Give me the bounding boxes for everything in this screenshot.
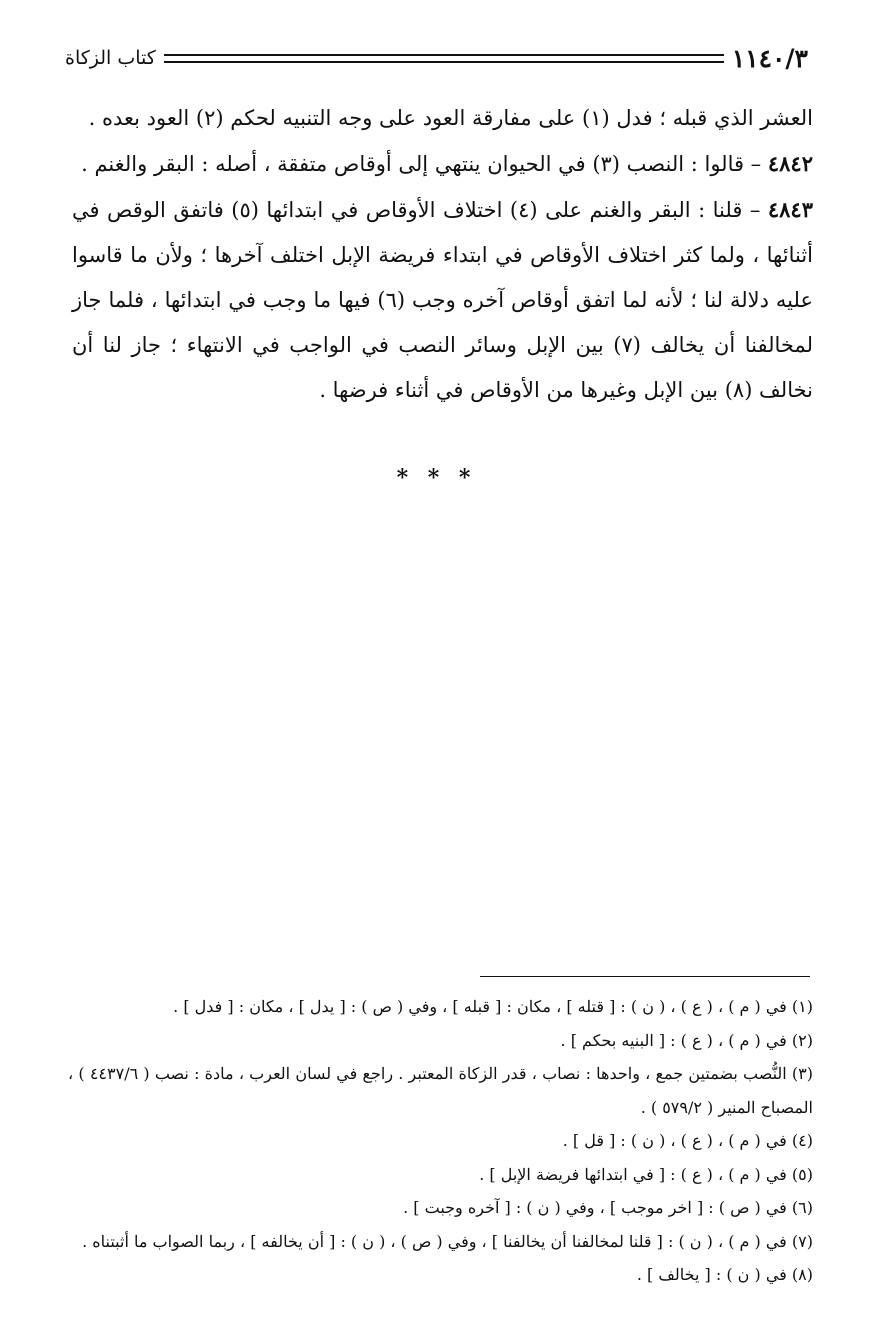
paragraph-number: ٤٨٤٢ — [767, 151, 813, 176]
paragraph-4843 — [72, 187, 813, 413]
paragraph-number: ٤٨٤٣ — [767, 197, 813, 222]
paragraph-text: – قالوا : النصب (٣) في الحيوان ينتهي إلى أوقاص متفقة ، أصله : البقر والغنم . — [81, 152, 762, 176]
header-rule — [164, 54, 724, 63]
footnotes — [68, 990, 813, 1292]
footnote-5: (٥) في ( م ) ، ( ع ) : [ في ابتدائها فريضة الإبل ] . — [479, 1164, 813, 1184]
footnote-7: (٧) في ( م ) ، ( ن ) : [ قلنا لمخالفنا أن يخالفنا ] ، وفي ( ص ) ، ( ن ) : [ أن يخالفه ] ، ربما الصواب ما أثبتناه . — [82, 1231, 813, 1251]
paragraph-continuation — [72, 96, 813, 141]
section-separator: * * * — [396, 465, 477, 491]
paragraph-text: – قلنا : البقر والغنم على (٤) اختلاف الأوقاص في ابتدائها (٥) فاتفق الوقص في أثنائها ، ولما كثر اختلاف الأوقاص في ابتداء فريضة الإبل اختلف آخرها ؛ ولأن ما قاسوا عليه دلالة لنا ؛ لأنه لما اتفق أوقاص آخره وجب (٦) فيها ما وجب في ابتدائها ، فلما جاز لمخالفنا أن يخالف (٧) بين الإبل وسائر النصب في الواجب في الانتهاء ؛ جاز لنا أن نخالف (٨) بين الإبل وغيرها من الأوقاص في أثناء فرضها . — [72, 198, 813, 402]
footnote-2: (٢) في ( م ) ، ( ع ) : [ البنيه بحكم ] . — [560, 1030, 813, 1050]
paragraph-text: العشر الذي قبله ؛ فدل (١) على مفارقة العود على وجه التنبيه لحكم (٢) العود بعده . — [88, 106, 813, 130]
footnote-4: (٤) في ( م ) ، ( ع ) ، ( ن ) : [ قل ] . — [562, 1131, 813, 1150]
paragraph-4842 — [72, 141, 813, 187]
book-title: كتاب الزكاة — [65, 47, 156, 69]
running-header — [65, 38, 808, 78]
footnote-6: (٦) في ( ص ) : [ اخر موجب ] ، وفي ( ن ) : [ آخره وجبت ] . — [403, 1198, 813, 1217]
footnote-8: (٨) في ( ن ) : [ يخالف ] . — [636, 1265, 813, 1284]
footnote-3: (٣) النُّصب بضمتين جمع ، واحدها : نصاب ، قدر الزكاة المعتبر . راجع في لسان العرب ، مادة : نصب ( ٤٤٣٧/٦ ) ، المصباح المنير ( ٥٧٩/٢ ) . — [68, 1064, 813, 1117]
footnote-rule — [480, 976, 810, 977]
main-text — [72, 96, 813, 413]
footnote-1: (١) في ( م ) ، ( ع ) ، ( ن ) : [ قتله ] ، مكان : [ قبله ] ، وفي ( ص ) : [ يدل ] ، مكان : [ فدل ] . — [173, 997, 813, 1016]
page-folio: ١١٤٠/٣ — [731, 43, 808, 73]
